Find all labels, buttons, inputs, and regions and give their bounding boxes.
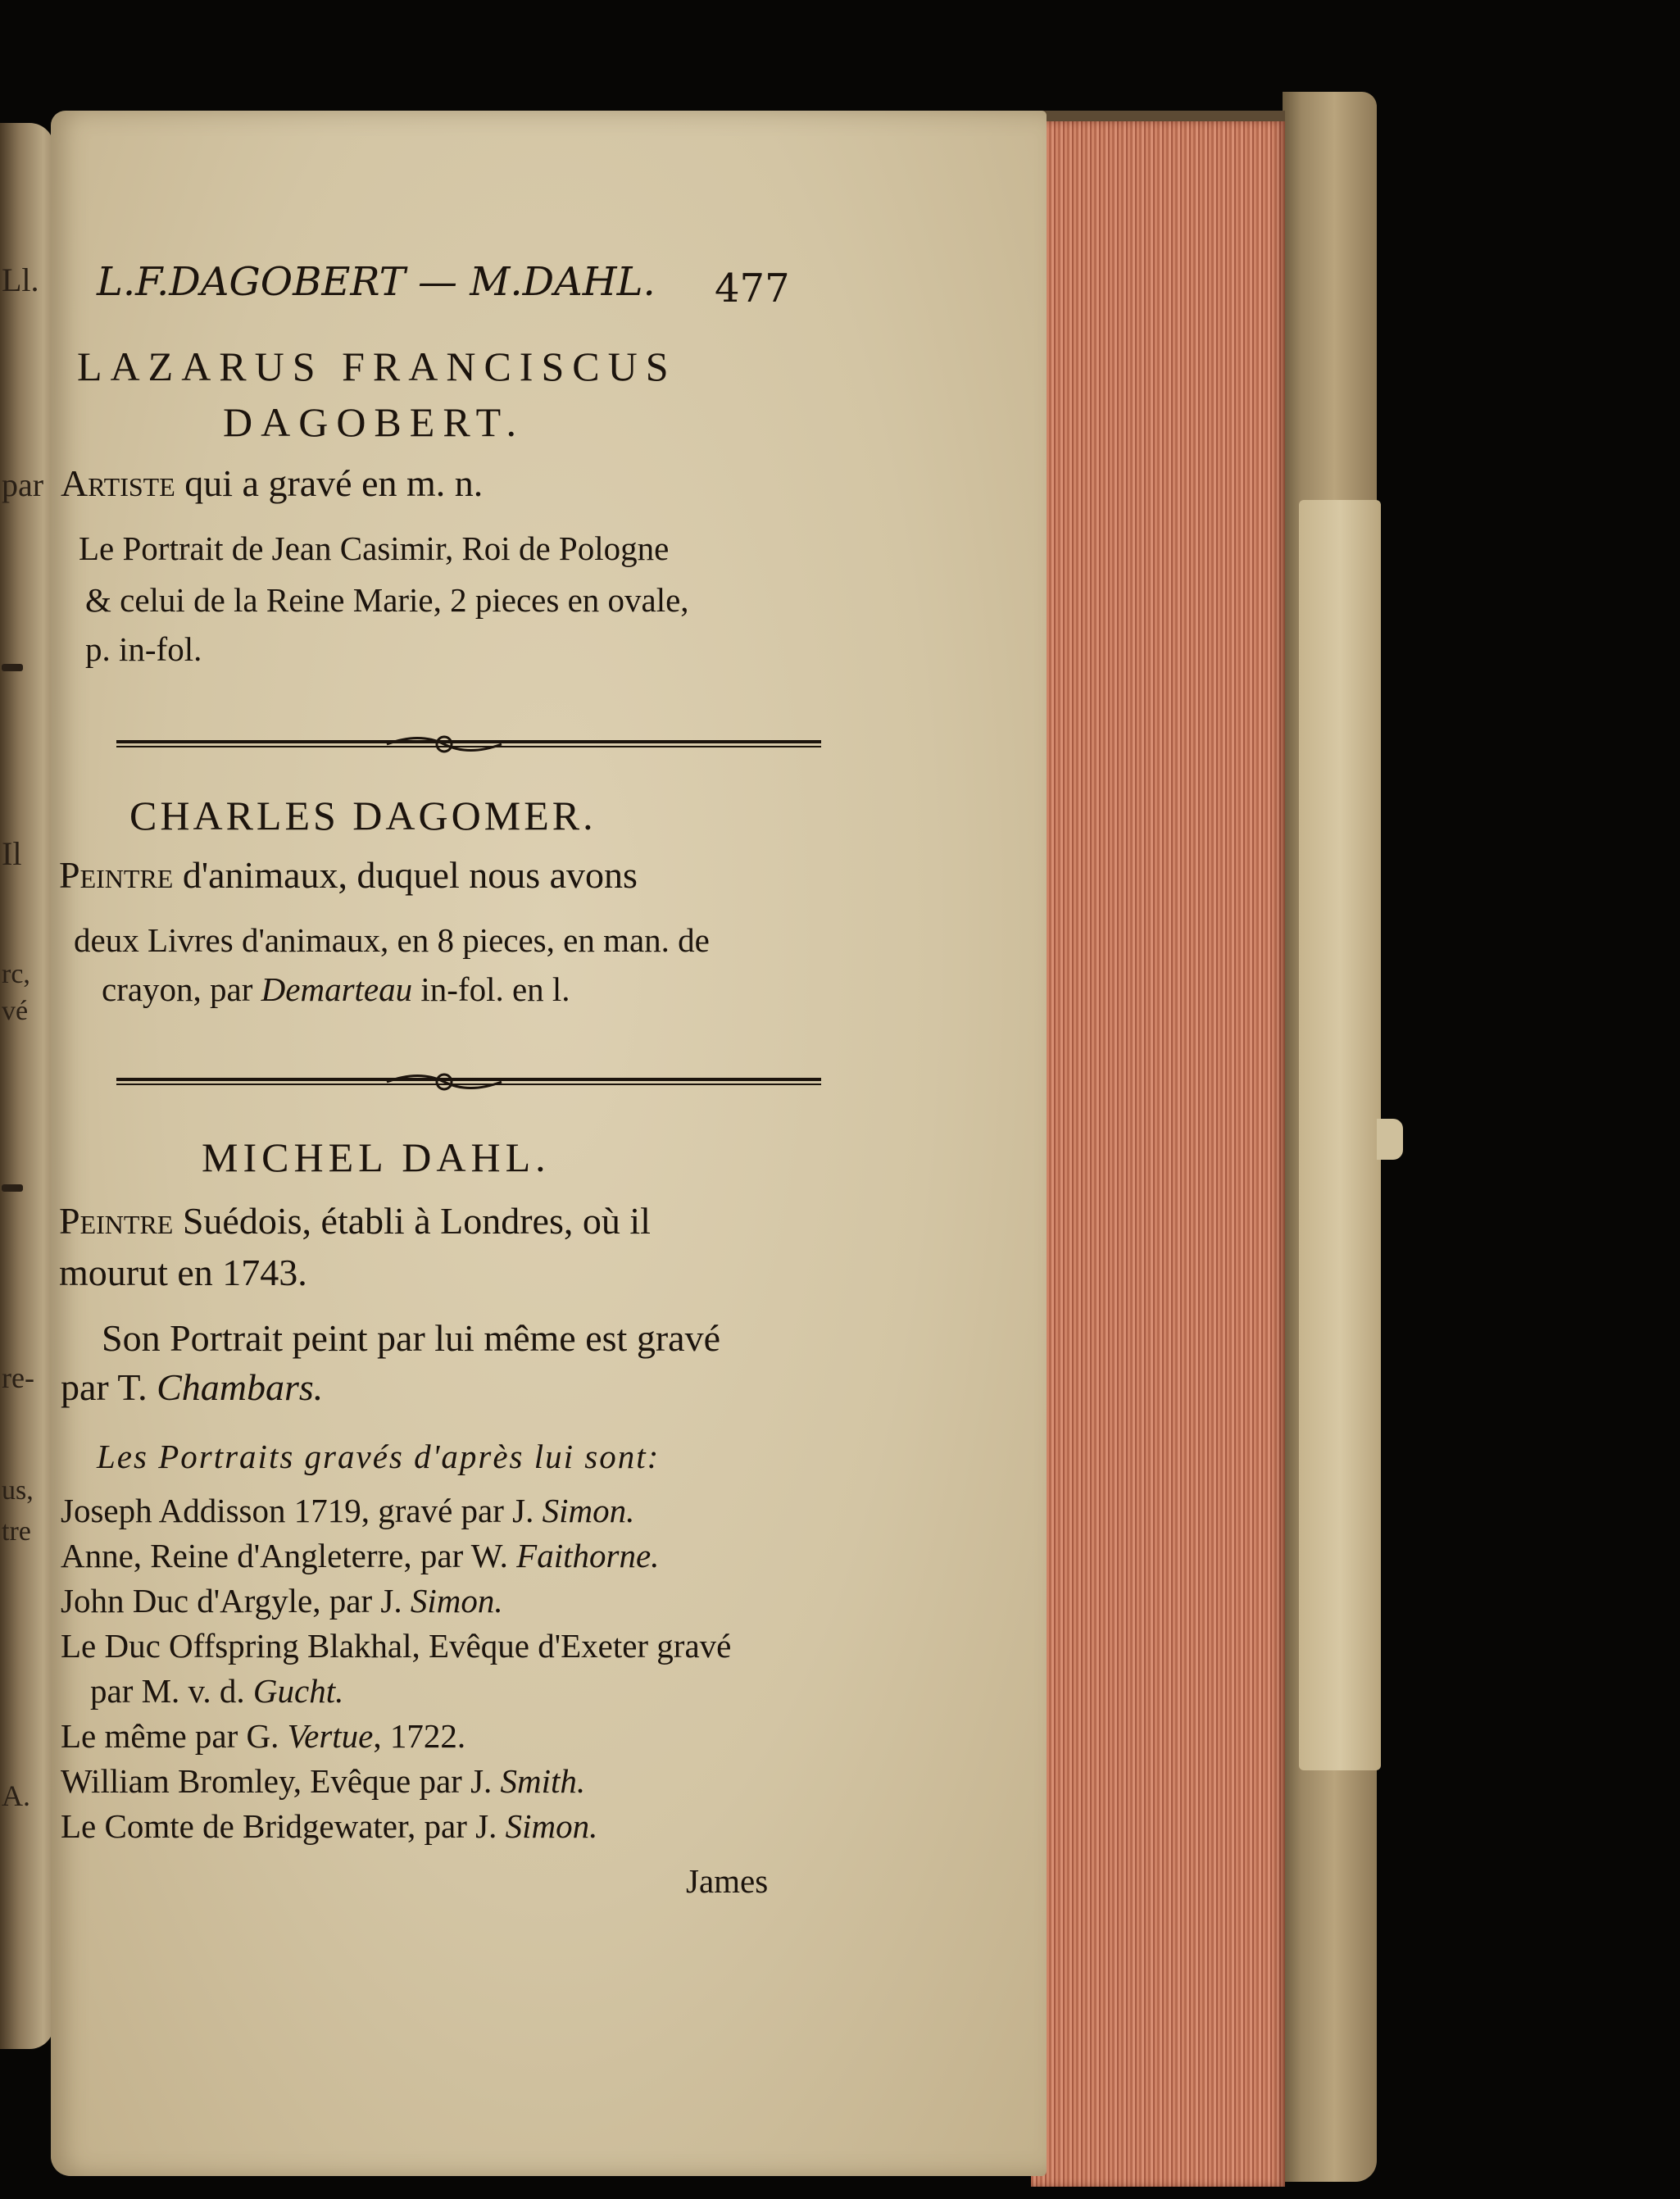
- ornament-divider: [116, 734, 821, 755]
- entry-description: mourut en 1743.: [59, 1252, 307, 1293]
- list-item: [61, 1584, 503, 1618]
- list-text: par M. v. d.: [90, 1672, 253, 1710]
- margin-fragment: Ll.: [2, 261, 39, 298]
- list-item: [61, 1717, 466, 1755]
- engraver-name: Faithorne.: [516, 1537, 660, 1574]
- engraver-name: Simon.: [505, 1807, 598, 1845]
- red-fore-edge: [1031, 121, 1285, 2187]
- margin-dash: [2, 1184, 23, 1192]
- cover-patch: [1299, 500, 1381, 1770]
- list-text: Le même par G.: [61, 1717, 288, 1755]
- list-item: [61, 1807, 598, 1845]
- ornament-divider: [116, 1071, 821, 1093]
- entry-title: CHARLES DAGOMER.: [129, 793, 597, 838]
- entry-description: [59, 856, 638, 894]
- portrait-line: Son Portrait peint par lui même est gravé: [102, 1317, 720, 1359]
- list-item: [61, 1539, 659, 1573]
- entry-description: [61, 462, 484, 504]
- margin-fragment: tre: [2, 1516, 31, 1547]
- entry-description: [59, 1202, 651, 1240]
- list-item: [61, 1629, 731, 1663]
- margin-fragment: Il: [2, 835, 22, 872]
- list-text: Le Duc Offspring Blakhal, Evêque d'Exeter gravé: [61, 1627, 732, 1665]
- desc-lead: Peintre: [59, 1200, 174, 1242]
- cover-tab: [1377, 1119, 1403, 1160]
- work-text: in-fol. en l.: [412, 970, 570, 1008]
- engraver-name: Simon.: [410, 1582, 503, 1620]
- list-item: [90, 1674, 343, 1708]
- work-line: deux Livres d'animaux, en 8 pieces, en man. de: [74, 921, 710, 959]
- margin-fragment: us,: [2, 1475, 34, 1506]
- entry-title: LAZARUS FRANCISCUS: [77, 343, 677, 389]
- list-text: William Bromley, Evêque par J.: [61, 1762, 501, 1800]
- catchword: James: [686, 1862, 769, 1900]
- list-text: Le Comte de Bridgewater, par J.: [61, 1807, 506, 1845]
- page-number: 477: [715, 266, 790, 311]
- margin-fragment: vé: [2, 996, 29, 1026]
- left-page-edge: [0, 123, 54, 2049]
- engraver-name: Gucht.: [252, 1672, 344, 1710]
- entry-title: MICHEL DAHL.: [202, 1134, 551, 1180]
- list-text: John Duc d'Argyle, par J.: [61, 1582, 411, 1620]
- list-text: , 1722.: [373, 1717, 466, 1755]
- list-item: [61, 1762, 586, 1800]
- engraver-name: Simon.: [542, 1492, 635, 1529]
- work-line: p. in-fol.: [85, 630, 202, 668]
- work-line: & celui de la Reine Marie, 2 pieces en ovale,: [85, 581, 689, 619]
- work-line: Le Portrait de Jean Casimir, Roi de Pologne: [79, 529, 670, 567]
- engraver-name: Smith.: [500, 1762, 586, 1800]
- list-text: Anne, Reine d'Angleterre, par W.: [61, 1537, 517, 1574]
- book-page: [51, 111, 1047, 2176]
- portrait-text: par T.: [61, 1366, 157, 1408]
- list-text: Joseph Addisson 1719, gravé par J.: [61, 1492, 543, 1529]
- desc-rest: d'animaux, duquel nous avons: [173, 854, 638, 896]
- margin-fragment: re-: [2, 1361, 34, 1394]
- running-head: L.F.DAGOBERT — M.DAHL.: [97, 259, 656, 305]
- engraver-name: Vertue: [287, 1717, 374, 1755]
- margin-fragment: par: [2, 466, 44, 503]
- desc-lead: Peintre: [59, 854, 174, 896]
- work-text: crayon, par: [102, 970, 261, 1008]
- list-heading: Les Portraits gravés d'après lui sont:: [97, 1438, 661, 1475]
- work-line: [102, 970, 570, 1008]
- margin-fragment: rc,: [2, 959, 30, 989]
- list-item: [61, 1494, 634, 1528]
- engraver-name: Chambars.: [157, 1366, 324, 1408]
- portrait-line: [61, 1366, 324, 1408]
- engraver-name: Demarteau: [261, 970, 413, 1008]
- entry-title: DAGOBERT.: [223, 399, 525, 445]
- desc-lead: Artiste: [61, 462, 175, 504]
- desc-rest: Suédois, établi à Londres, où il: [173, 1200, 651, 1242]
- margin-fragment: A.: [2, 1779, 30, 1812]
- margin-dash: [2, 664, 23, 671]
- desc-rest: qui a gravé en m. n.: [175, 462, 484, 504]
